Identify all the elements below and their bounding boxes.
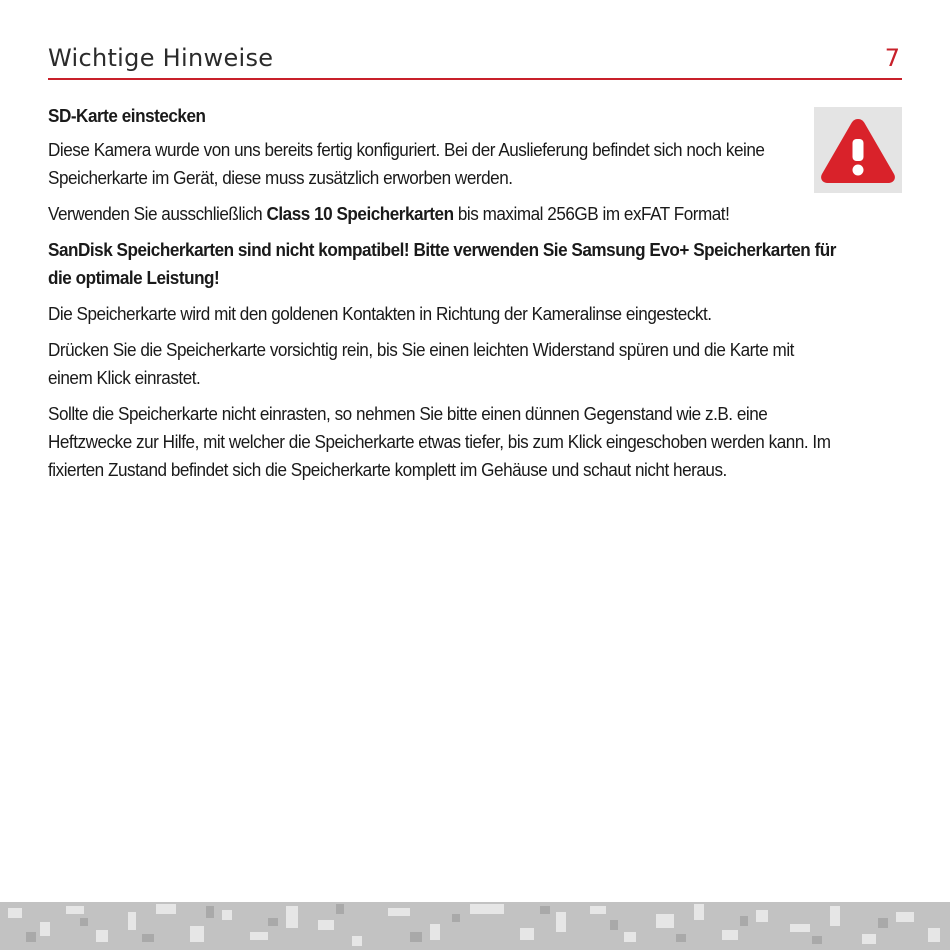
main-content [48,102,842,492]
fallback-instruction-paragraph: Sollte die Speicherkarte nicht einrasten, so nehmen Sie bitte einen dünnen Gegenstand wie z.B. eine Heftzwecke zur Hilfe, mit welcher die Speicherkarte etwas tiefer, bis zum Klick eingeschoben werden kann. Im fixierten Zustand befindet sich die Speicherkarte komplett im Gehäuse und schaut nicht heraus. [48,403,831,480]
press-instruction-paragraph: Drücken Sie die Speicherkarte vorsichtig rein, bis Sie einen leichten Widerstand spüren und die Karte mit einem Klick einrastet. [48,339,794,388]
footer-texture-band [0,902,950,950]
intro-paragraph: Diese Kamera wurde von uns bereits fertig konfiguriert. Bei der Auslieferung befindet sich noch keine Speicherkarte im Gerät, diese muss zusätzlich erworben werden. [48,139,765,188]
page-number: 7 [884,44,900,72]
class-requirement-prefix: Verwenden Sie ausschließlich [48,203,267,224]
class-requirement-paragraph [48,200,842,228]
class-requirement-bold: Class 10 Speicherkarten [266,203,454,224]
footer-pixel-pattern [0,902,950,950]
sandisk-warning-paragraph: SanDisk Speicherkarten sind nicht kompatibel! Bitte verwenden Sie Samsung Evo+ Speicherkarten für die optimale Leistung! [48,239,836,288]
insert-direction-paragraph: Die Speicherkarte wird mit den goldenen Kontakten in Richtung der Kameralinse eingesteckt. [48,303,712,324]
section-heading: SD-Karte einstecken [48,105,206,126]
class-requirement-suffix: bis maximal 256GB im exFAT Format! [453,203,730,224]
page-title: Wichtige Hinweise [48,44,274,72]
page-header [48,42,902,80]
